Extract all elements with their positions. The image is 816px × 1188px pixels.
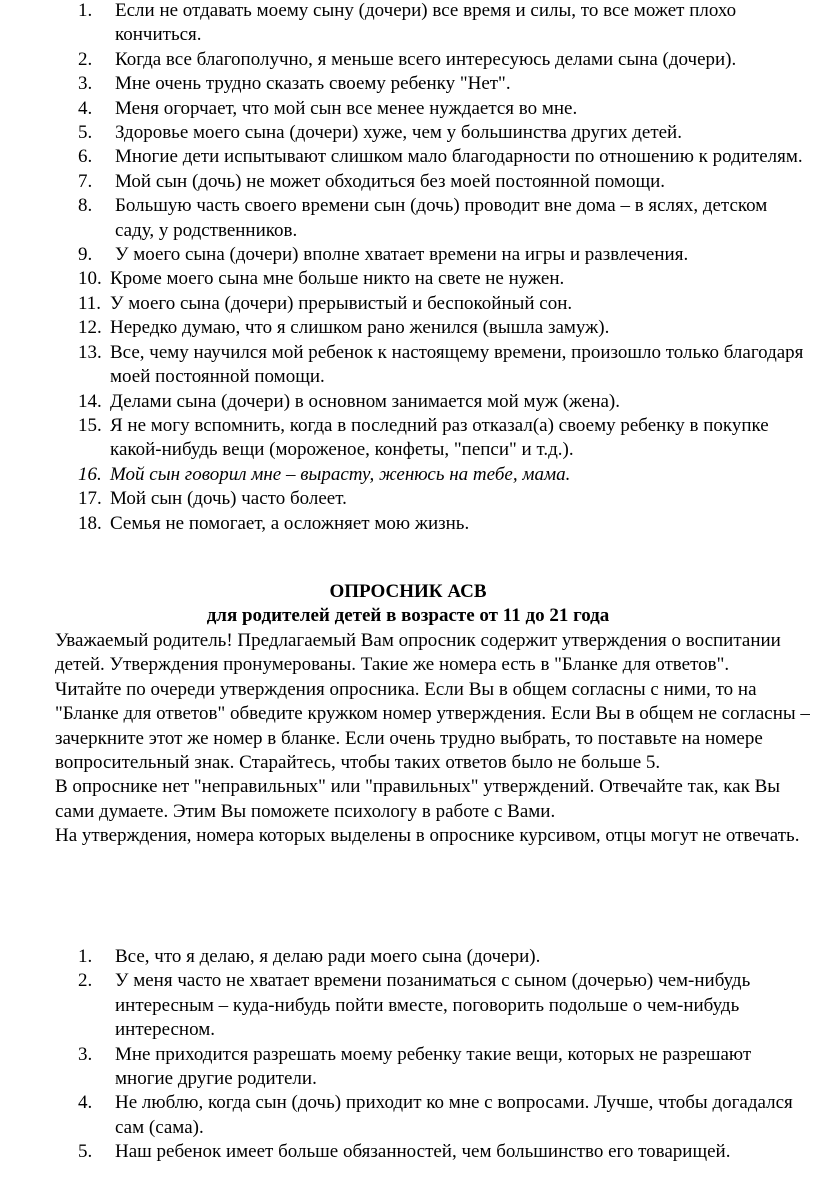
statement-item	[0, 969, 816, 1042]
statement-number: 8.	[78, 195, 93, 217]
statement-item	[0, 390, 816, 414]
instruction-paragraph: На утверждения, номера которых выделены в опроснике курсивом, отцы могут не отвечать.	[55, 825, 800, 847]
statement-number: 1.	[78, 0, 93, 21]
instruction-paragraph: В опроснике нет "неправильных" или "правильных" утверждений. Отвечайте так, как Вы сами думаете. Этим Вы поможете психологу в работе с Вами.	[55, 776, 781, 822]
statement-text: Многие дети испытывают слишком мало благодарности по отношению к родителям.	[115, 146, 803, 168]
instructions	[55, 629, 815, 849]
statement-item	[0, 194, 816, 243]
statement-text: Большую часть своего времени сын (дочь) проводит вне дома – в яслях, детском саду, у родственников.	[115, 195, 768, 241]
statement-text: Мне приходится разрешать моему ребенку такие вещи, которых не разрешают многие другие родители.	[115, 1043, 752, 1090]
statement-number: 16.	[78, 463, 102, 485]
statement-item	[0, 1043, 816, 1092]
statement-number: 11.	[78, 292, 102, 314]
statement-item	[0, 48, 816, 72]
statement-item	[0, 487, 816, 511]
statement-number: 2.	[78, 970, 93, 992]
statement-text: Все, что я делаю, я делаю ради моего сына (дочери).	[115, 946, 541, 967]
statement-number: 5.	[78, 122, 93, 144]
statement-item	[0, 512, 816, 536]
statement-text: Я не могу вспомнить, когда в последний раз отказал(а) своему ребенку в покупке какой-нибудь вещи (мороженое, конфеты, "пепси" и т.д.).	[110, 414, 769, 461]
statement-item	[0, 145, 816, 169]
statement-list-part-1	[0, 0, 816, 536]
statement-item	[0, 292, 816, 316]
statement-text: У моего сына (дочери) прерывистый и беспокойный сон.	[110, 292, 573, 314]
statement-text: Кроме моего сына мне больше никто на свете не нужен.	[110, 268, 565, 290]
statement-item	[0, 267, 816, 291]
statement-number: 4.	[78, 97, 93, 119]
statement-number: 5.	[78, 1141, 93, 1163]
statement-item	[0, 463, 816, 487]
statement-text: Нередко думаю, что я слишком рано женился (вышла замуж).	[110, 317, 610, 339]
statement-text: Когда все благополучно, я меньше всего интересуюсь делами сына (дочери).	[115, 48, 737, 70]
statement-item	[0, 414, 816, 463]
statement-text: Мой сын говорил мне – вырасту, женюсь на тебе, мама.	[110, 463, 571, 485]
statement-item	[0, 316, 816, 340]
statement-text: Мне очень трудно сказать своему ребенку "Нет".	[115, 73, 511, 95]
statement-number: 2.	[78, 48, 93, 70]
statement-item	[0, 97, 816, 121]
statement-item	[0, 0, 816, 48]
statement-item	[0, 1091, 816, 1140]
statement-text: Если не отдавать моему сыну (дочери) все время и силы, то все может плохо кончиться.	[115, 0, 737, 46]
instruction-paragraph: Читайте по очереди утверждения опросника. Если Вы в общем согласны с ними, то на "Бланке для ответов" обведите кружком номер утверждения. Если Вы в общем не согласны – зачеркните этот же номер в бланке. Если очень трудно выбрать, то поставьте на номере вопросительный знак. Старайтесь, чтобы таких ответов было не больше 5.	[55, 678, 810, 774]
statement-item	[0, 72, 816, 96]
questionnaire-subtitle: для родителей детей в возрасте от 11 до 21 года	[206, 605, 610, 626]
statement-number: 17.	[78, 488, 102, 510]
statement-item	[0, 243, 816, 267]
statement-number: 14.	[78, 390, 102, 412]
instruction-paragraph: Уважаемый родитель! Предлагаемый Вам опросник содержит утверждения о воспитании детей. Утверждения пронумерованы. Такие же номера есть в "Бланке для ответов".	[55, 630, 781, 676]
statement-text: У моего сына (дочери) вполне хватает времени на игры и развлечения.	[115, 244, 689, 266]
statement-item	[0, 341, 816, 390]
statement-number: 13.	[78, 341, 102, 363]
statement-text: Все, чему научился мой ребенок к настоящему времени, произошло только благодаря моей постоянной помощи.	[110, 341, 804, 388]
statement-text: Наш ребенок имеет больше обязанностей, чем большинство его товарищей.	[115, 1141, 731, 1163]
statement-number: 7.	[78, 170, 93, 192]
statement-number: 15.	[78, 414, 102, 436]
statement-number: 6.	[78, 146, 93, 168]
statement-item	[0, 121, 816, 145]
statement-text: У меня часто не хватает времени позаниматься с сыном (дочерью) чем-нибудь интересным – куда-нибудь пойти вместе, поговорить подольше о чем-нибудь интересном.	[115, 970, 751, 1041]
statement-number: 10.	[78, 268, 102, 290]
questionnaire-title: ОПРОСНИК АСВ	[329, 581, 487, 602]
statement-text: Меня огорчает, что мой сын все менее нуждается во мне.	[115, 97, 578, 119]
statement-number: 4.	[78, 1092, 93, 1114]
statement-number: 9.	[78, 244, 93, 266]
statement-number: 3.	[78, 73, 93, 95]
statement-number: 12.	[78, 317, 102, 339]
statement-text: Семья не помогает, а осложняет мою жизнь.	[110, 512, 470, 534]
statement-item	[0, 170, 816, 194]
statement-text: Мой сын (дочь) не может обходиться без моей постоянной помощи.	[115, 170, 665, 192]
statement-number: 3.	[78, 1043, 93, 1065]
statement-number: 1.	[78, 946, 93, 967]
statement-text: Здоровье моего сына (дочери) хуже, чем у большинства других детей.	[115, 122, 682, 144]
statement-text: Мой сын (дочь) часто болеет.	[110, 488, 347, 510]
statement-list-part-2	[0, 945, 816, 1165]
statement-text: Делами сына (дочери) в основном занимается мой муж (жена).	[110, 390, 621, 412]
statement-item	[0, 1140, 816, 1164]
statement-item	[0, 945, 816, 969]
statement-text: Не люблю, когда сын (дочь) приходит ко мне с вопросами. Лучше, чтобы догадался сам (сама).	[115, 1092, 793, 1138]
statement-number: 18.	[78, 512, 102, 534]
